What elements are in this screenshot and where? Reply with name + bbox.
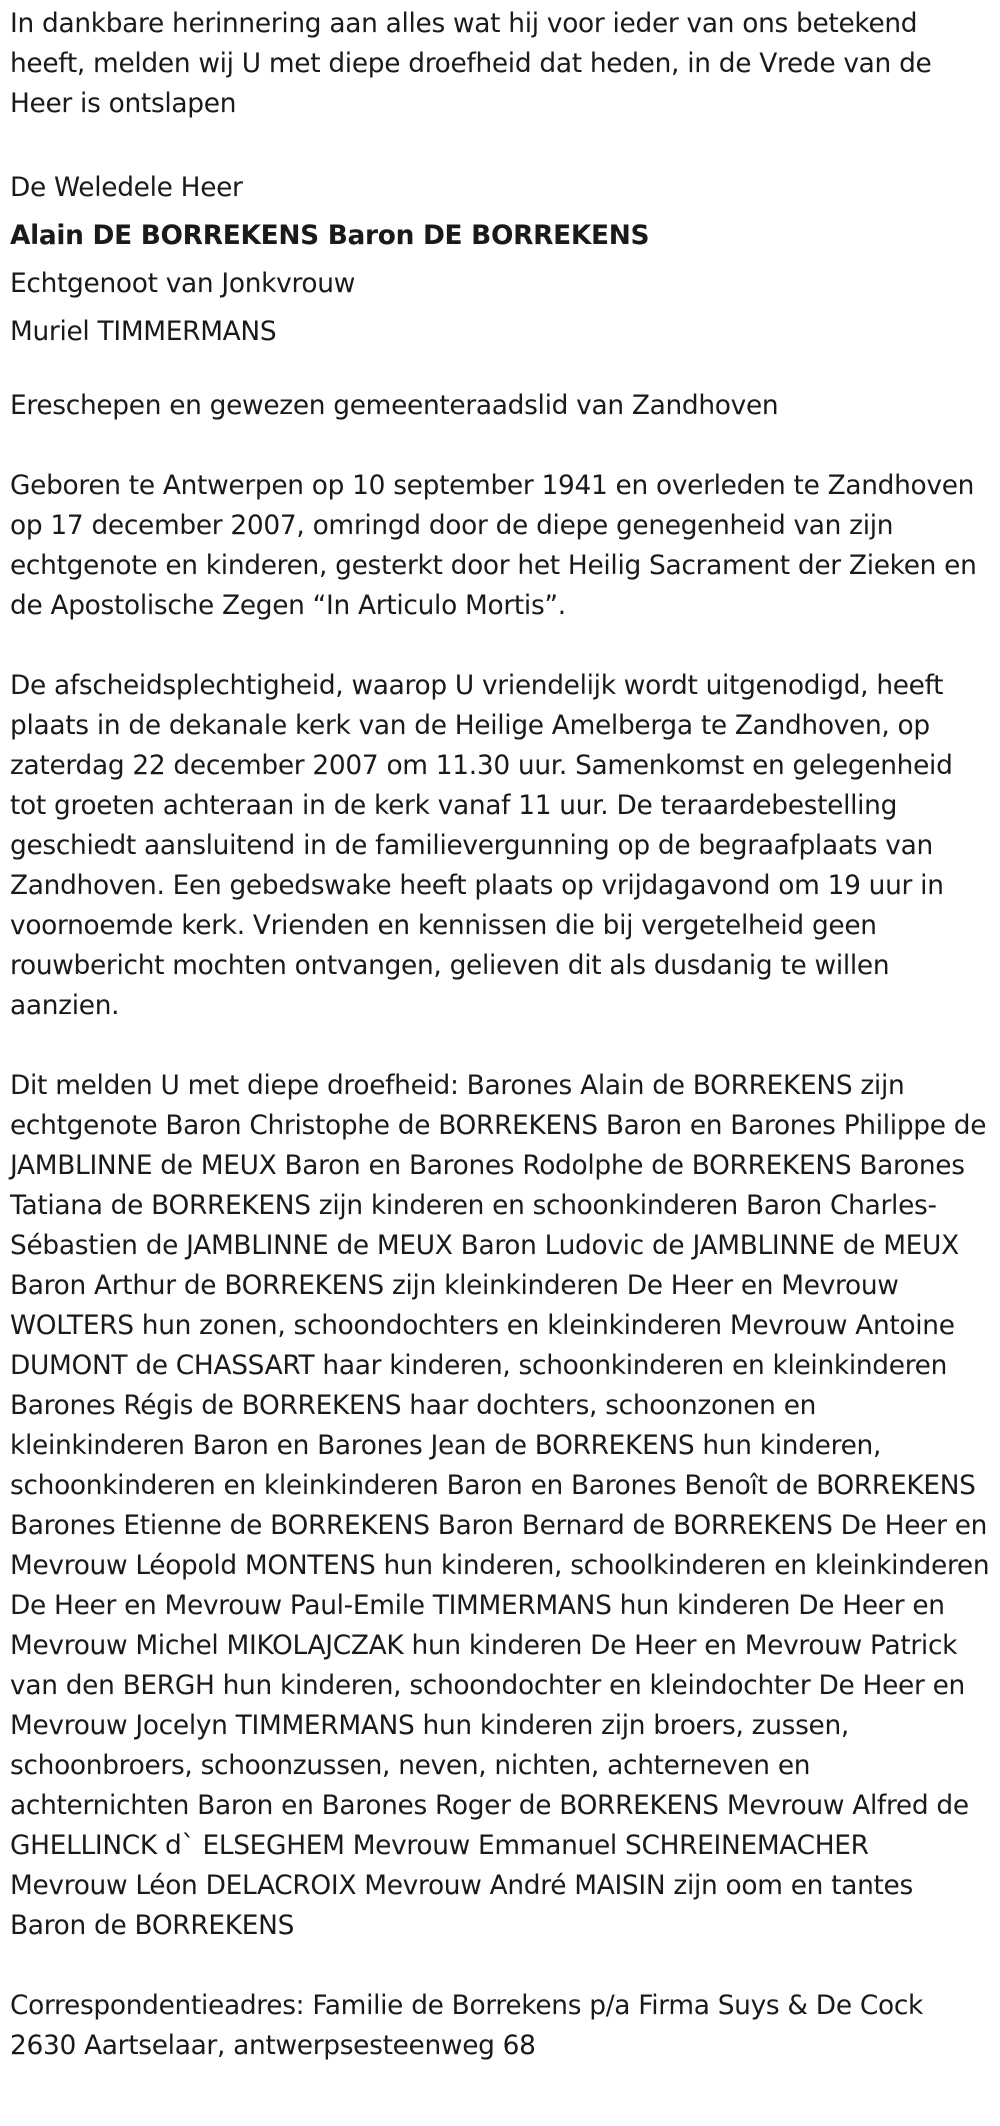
correspondence-paragraph: Correspondentieadres: Familie de Borrekens p/a Firma Suys & De Cock 2630 Aartselaar, antwerpsesteenweg 68	[10, 1990, 924, 2061]
funeral-paragraph: De afscheidsplechtigheid, waarop U vriendelijk wordt uitgenodigd, heeft plaats in de dekanale kerk van de Heilige Amelberga te Zandhoven, op zaterdag 22 december 2007 om 11.30 uur. Samenkomst en gelegenheid tot groeten achteraan in de kerk vanaf 11 uur. De teraardebestelling geschiedt aansluitend in de familievergunning op de begraafplaats van Zandhoven. Een gebedswake heeft plaats op vrijdagavond om 19 uur in voornoemde kerk. Vrienden en kennissen die bij vergetelheid geen rouwbericht mochten ontvangen, gelieven dit als dusdanig te willen aanzien.	[10, 670, 953, 1021]
spouse-line-2: Muriel TIMMERMANS	[10, 316, 277, 347]
deceased-name: Alain DE BORREKENS Baron DE BORREKENS	[10, 220, 650, 251]
intro-paragraph: In dankbare herinnering aan alles wat hij voor ieder van ons betekend heeft, melden wij U met diepe droefheid dat heden, in de Vrede van de Heer is ontslapen	[10, 8, 932, 119]
spacer	[10, 626, 994, 666]
spacer	[10, 1026, 994, 1066]
spacer	[10, 356, 994, 386]
spacer	[10, 426, 994, 466]
spacer	[10, 1946, 994, 1986]
titles-paragraph: Ereschepen en gewezen gemeenteraadslid van Zandhoven	[10, 390, 779, 421]
birth-death-paragraph: Geboren te Antwerpen op 10 september 1941 en overleden te Zandhoven op 17 december 2007, omringd door de diepe genegenheid van zijn echtgenote en kinderen, gesterkt door het Heilig Sacrament der Zieken en de Apostolische Zegen “In Articulo Mortis”.	[10, 470, 977, 621]
obituary-document	[10, 4, 994, 2066]
honorific: De Weledele Heer	[10, 172, 243, 203]
family-paragraph: Dit melden U met diepe droefheid: Barones Alain de BORREKENS zijn echtgenote Baron Christophe de BORREKENS Baron en Barones Philippe de JAMBLINNE de MEUX Baron en Barones Rodolphe de BORREKENS Barones Tatiana de BORREKENS zijn kinderen en schoonkinderen Baron Charles-Sébastien de JAMBLINNE de MEUX Baron Ludovic de JAMBLINNE de MEUX Baron Arthur de BORREKENS zijn kleinkinderen De Heer en Mevrouw WOLTERS hun zonen, schoondochters en kleinkinderen Mevrouw Antoine DUMONT de CHASSART haar kinderen, schoonkinderen en kleinkinderen Barones Régis de BORREKENS haar dochters, schoonzonen en kleinkinderen Baron en Barones Jean de BORREKENS hun kinderen, schoonkinderen en kleinkinderen Baron en Barones Benoît de BORREKENS Barones Etienne de BORREKENS Baron Bernard de BORREKENS De Heer en Mevrouw Léopold MONTENS hun kinderen, schoolkinderen en kleinkinderen De Heer en Mevrouw Paul-Emile TIMMERMANS hun kinderen De Heer en Mevrouw Michel MIKOLAJCZAK hun kinderen De Heer en Mevrouw Patrick van den BERGH hun kinderen, schoondochter en kleindochter De Heer en Mevrouw Jocelyn TIMMERMANS hun kinderen zijn broers, zussen, schoonbroers, schoonzussen, neven, nichten, achterneven en achternichten Baron en Barones Roger de BORREKENS Mevrouw Alfred de GHELLINCK d` ELSEGHEM Mevrouw Emmanuel SCHREINEMACHER Mevrouw Léon DELACROIX Mevrouw André MAISIN zijn oom en tantes Baron de BORREKENS	[10, 1070, 990, 1941]
spouse-line-1: Echtgenoot van Jonkvrouw	[10, 268, 355, 299]
spacer	[10, 124, 994, 164]
